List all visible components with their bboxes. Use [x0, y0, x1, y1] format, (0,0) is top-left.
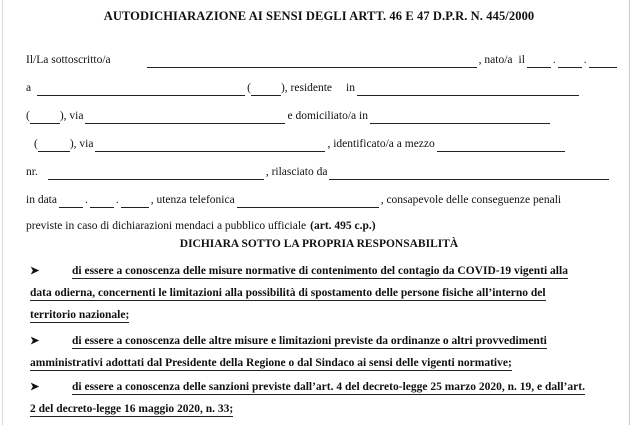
line-date-phone: [26, 192, 561, 208]
field-id-document[interactable]: [437, 139, 565, 152]
arrow-bullet-icon: ➤: [30, 381, 40, 393]
field-domicile-street[interactable]: [95, 139, 325, 152]
label-previste: previste in caso di dichiarazioni mendaci a pubblico ufficiale: [26, 220, 307, 232]
line-domicile-address: [26, 136, 567, 152]
paren-open: (: [247, 82, 251, 94]
item-text: amministrativi adottati dal Presidente della Regione o dal Sindaco ai sensi delle vigenti normative;: [30, 357, 512, 369]
line-penalties: [26, 218, 376, 234]
field-birth-month[interactable]: [558, 55, 582, 68]
label-identificato: , identificato/a a mezzo: [327, 138, 435, 150]
item-text: di essere a conoscenza delle sanzioni previste dall’art. 4 del decreto-legge 25 marzo 2020, n. 19, e dall’art.: [72, 381, 585, 393]
line-address: [26, 108, 552, 124]
label-in: in: [346, 82, 355, 94]
field-birth-province[interactable]: [251, 83, 281, 96]
label-nato: , nato/a: [478, 54, 513, 66]
separator-dot: .: [84, 194, 88, 206]
declaration-item: [30, 260, 606, 326]
field-phone[interactable]: [237, 195, 379, 208]
field-issue-day[interactable]: [59, 195, 83, 208]
line-document-number: [26, 164, 611, 180]
line-birthplace: [26, 80, 581, 96]
field-name[interactable]: [147, 55, 477, 68]
label-a: a: [26, 82, 32, 94]
arrow-bullet-icon: ➤: [30, 335, 40, 347]
declaration-heading: DICHIARA SOTTO LA PROPRIA RESPONSABILITÀ: [179, 238, 459, 250]
separator-dot: .: [583, 54, 587, 66]
paren-open: (: [26, 110, 30, 122]
field-residence-province[interactable]: [30, 111, 60, 124]
item-text: di essere a conoscenza delle altre misure e limitazioni previste da ordinanze o altri provvedimenti: [72, 335, 547, 347]
label-il: il: [518, 54, 525, 66]
field-birth-day[interactable]: [527, 55, 551, 68]
field-residence-street[interactable]: [85, 111, 285, 124]
label-domiciliato: e domiciliato/a in: [287, 110, 368, 122]
label-in-data: in data: [26, 194, 57, 206]
declaration-item: [30, 330, 606, 374]
arrow-bullet-icon: ➤: [30, 265, 40, 277]
label-rilasciato: , rilasciato da: [265, 166, 328, 178]
label-residente: ), residente: [280, 82, 333, 94]
field-document-number[interactable]: [48, 167, 264, 180]
declaration-item: [30, 376, 606, 420]
item-text: territorio nazionale;: [30, 309, 130, 321]
label-nr: nr.: [26, 166, 38, 178]
field-residence[interactable]: [357, 83, 579, 96]
field-domicile[interactable]: [370, 111, 550, 124]
field-birthplace[interactable]: [37, 83, 245, 96]
separator-dot: .: [115, 194, 119, 206]
separator-dot: .: [552, 54, 556, 66]
line-name: [26, 52, 619, 68]
page-left-edge: [2, 0, 3, 425]
label-utenza: , utenza telefonica: [150, 194, 235, 206]
field-birth-year[interactable]: [589, 55, 617, 68]
label-sottoscritto: Il/La sottoscritto/a: [26, 54, 111, 66]
field-issue-month[interactable]: [90, 195, 114, 208]
field-issue-year[interactable]: [121, 195, 149, 208]
page-right-edge: [629, 0, 630, 425]
label-via: ), via: [69, 138, 94, 150]
item-text: data odierna, concernenti le limitazioni alla possibilità di spostamento delle persone fisiche all’interno del: [30, 287, 546, 299]
paren-open: (: [34, 138, 38, 150]
item-text: di essere a conoscenza delle misure normative di contenimento del contagio da COVID-19 vigenti alla: [72, 265, 568, 277]
document-title: AUTODICHIARAZIONE AI SENSI DEGLI ARTT. 46 E 47 D.P.R. N. 445/2000: [103, 9, 535, 23]
label-consapevole: , consapevole delle conseguenze penali: [380, 194, 562, 206]
label-art-495: (art. 495 c.p.): [310, 220, 376, 232]
field-issued-by[interactable]: [329, 167, 609, 180]
label-via: ), via: [59, 110, 84, 122]
item-text: 2 del decreto-legge 16 maggio 2020, n. 33;: [30, 403, 234, 415]
field-domicile-province[interactable]: [38, 139, 70, 152]
